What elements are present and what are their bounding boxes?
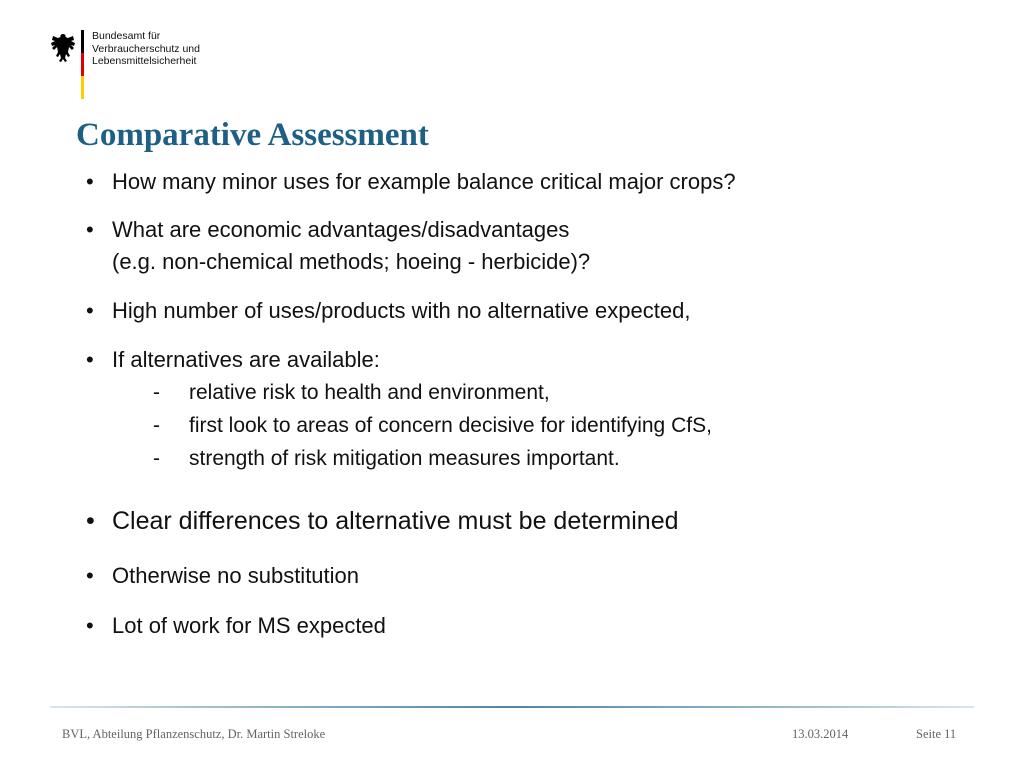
flag-stripe-gold <box>81 76 84 99</box>
org-line: Verbraucherschutz und <box>92 42 200 55</box>
bullet-marker: • <box>86 298 94 323</box>
dash-marker: - <box>153 414 160 437</box>
org-line: Bundesamt für <box>92 30 161 42</box>
bullet-text: Clear differences to alternative must be determined <box>112 507 679 535</box>
flag-stripe-red <box>81 53 84 76</box>
flag-stripe-black <box>81 30 84 53</box>
footer-author: BVL, Abteilung Pflanzenschutz, Dr. Martin Streloke <box>62 727 326 741</box>
bullet-text: How many minor uses for example balance critical major crops? <box>112 169 736 194</box>
bullet-text: High number of uses/products with no alternative expected, <box>112 298 691 323</box>
bullet-marker: • <box>86 507 95 535</box>
bullet-text: Lot of work for MS expected <box>112 613 386 638</box>
sub-item-text: relative risk to health and environment, <box>189 381 550 404</box>
footer-page-number: Seite 11 <box>916 727 957 741</box>
sub-item-text: first look to areas of concern decisive for identifying CfS, <box>189 414 712 437</box>
german-flag-bar <box>81 30 84 99</box>
bullet-text: What are economic advantages/disadvantages <box>112 217 570 242</box>
bvl-logo <box>50 30 210 102</box>
bullet-text: If alternatives are available: <box>112 347 380 372</box>
bullet-marker: • <box>86 613 94 638</box>
bullet-marker: • <box>86 169 94 194</box>
federal-eagle-icon <box>50 32 76 64</box>
org-line: Lebensmittelsicherheit <box>92 55 197 67</box>
dash-marker: - <box>153 381 160 404</box>
bullet-marker: • <box>86 217 94 242</box>
slide-title: Comparative Assessment <box>76 117 429 153</box>
footer-date: 13.03.2014 <box>792 727 849 741</box>
bullet-marker: • <box>86 563 94 588</box>
sub-item-text: strength of risk mitigation measures important. <box>189 447 620 470</box>
bullet-text: Otherwise no substitution <box>112 563 360 588</box>
dash-marker: - <box>153 447 160 470</box>
bullet-continuation: (e.g. non-chemical methods; hoeing - herbicide)? <box>112 249 591 274</box>
footer-divider <box>50 706 974 708</box>
bullet-marker: • <box>86 347 94 372</box>
org-name <box>92 30 200 68</box>
